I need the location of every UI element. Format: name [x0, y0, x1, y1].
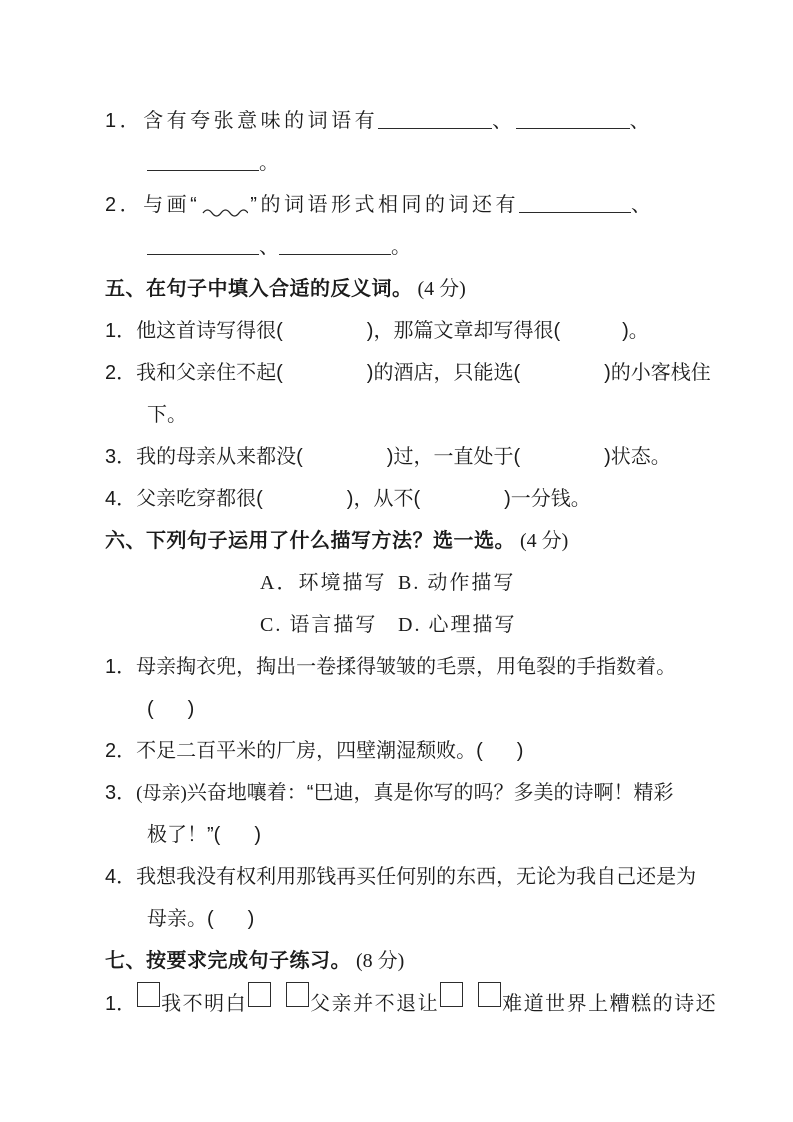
answer-gap[interactable] — [483, 753, 517, 757]
punctuation-box[interactable] — [286, 982, 309, 1007]
answer-paren-open: ( — [476, 740, 483, 762]
section6-q4-line1 — [105, 856, 763, 898]
answer-paren-close: ) — [187, 698, 195, 720]
question-text: 下。 — [147, 404, 187, 426]
fill-gap[interactable] — [263, 501, 347, 505]
item-number: 4． — [105, 488, 137, 510]
option-b[interactable]: B. 动作描写 — [398, 572, 516, 594]
answer-paren-close: ) — [254, 824, 262, 846]
question-text: 极了！” — [147, 824, 214, 846]
list-separator: 、 — [629, 110, 654, 132]
section6-heading — [105, 520, 763, 562]
item-number: 4． — [105, 866, 137, 888]
punctuation-box[interactable] — [478, 982, 501, 1007]
section6-q1-line1 — [105, 646, 763, 688]
section-title: 五、在句子中填入合适的反义词。 — [105, 278, 413, 300]
question-text: 母亲。 — [147, 908, 207, 930]
question-text: )过，一直处于( — [386, 446, 521, 468]
question-text: )。 — [622, 320, 649, 342]
fill-gap[interactable] — [283, 375, 367, 379]
answer-gap[interactable] — [220, 837, 254, 841]
question-text: )，从不( — [346, 488, 421, 510]
section5-heading — [105, 268, 763, 310]
section5-q4 — [105, 478, 763, 520]
question-text: 兴奋地嚷着：“巴迪，真是你写的吗？多美的诗啊！精彩 — [186, 782, 674, 804]
question-text: )的酒店，只能选( — [366, 362, 521, 384]
question-text: 含有夸张意味的词语有 — [143, 110, 379, 132]
question-text: 他这首诗写得很( — [136, 320, 283, 342]
item-number: 2． — [105, 362, 137, 384]
section6-q3-line1 — [105, 772, 763, 814]
question-text: )的小客栈住 — [604, 362, 711, 384]
list-separator: 、 — [259, 236, 279, 258]
question-text: 不足二百平米的厂房，四壁潮湿颓败。 — [136, 740, 477, 762]
option-c[interactable]: C. 语言描写 — [260, 614, 378, 636]
answer-blank[interactable] — [519, 192, 631, 213]
prelude-q1-line1 — [105, 100, 763, 142]
question-text: 父亲吃穿都很( — [136, 488, 263, 510]
section5-q1 — [105, 310, 763, 352]
answer-paren-open: ( — [213, 824, 221, 846]
sentence-period: 。 — [259, 152, 279, 174]
question-text: )状态。 — [604, 446, 671, 468]
punctuation-box[interactable] — [137, 982, 160, 1007]
question-text: ”的词语形式相同的词还有 — [250, 194, 519, 216]
question-text: )一分钱。 — [504, 488, 591, 510]
item-number: 1． — [105, 110, 144, 132]
fill-gap[interactable] — [420, 501, 504, 505]
section5-q2-line1 — [105, 352, 763, 394]
section-score: (4 分) — [520, 530, 569, 552]
prelude-q2-line1 — [105, 184, 763, 226]
section6-q2 — [105, 730, 763, 772]
answer-paren-close: ) — [516, 740, 524, 762]
subject-annotation: (母亲) — [136, 783, 187, 804]
item-number: 1． — [105, 656, 137, 678]
section7-q1 — [105, 982, 763, 1024]
question-text: 我和父亲住不起( — [136, 362, 283, 384]
section6-options-row2 — [260, 604, 763, 646]
item-number: 3． — [105, 446, 137, 468]
section6-q4-line2 — [147, 898, 763, 940]
section-score: (4 分) — [417, 278, 466, 300]
answer-blank[interactable] — [279, 234, 391, 255]
punctuation-box[interactable] — [440, 982, 463, 1007]
item-number: 2． — [105, 740, 137, 762]
section6-options-row1 — [260, 562, 763, 604]
answer-paren-open: ( — [147, 698, 154, 720]
question-text: 我不明白 — [161, 993, 248, 1015]
prelude-q1-line2 — [147, 142, 763, 184]
prelude-q2-line2 — [147, 226, 763, 268]
sentence-period: 。 — [391, 236, 411, 258]
item-number: 2． — [105, 194, 144, 216]
list-separator: 、 — [492, 110, 516, 132]
option-a[interactable]: A．环境描写 — [260, 572, 387, 594]
item-number: 3． — [105, 782, 137, 804]
option-d[interactable]: D. 心理描写 — [398, 614, 517, 636]
answer-gap[interactable] — [214, 921, 248, 925]
section6-q1-line2 — [147, 688, 763, 730]
answer-paren-open: ( — [207, 908, 214, 930]
question-text: )，那篇文章却写得很( — [366, 320, 561, 342]
section6-q3-line2 — [147, 814, 763, 856]
answer-blank[interactable] — [378, 108, 492, 129]
question-text: 与画“ — [143, 194, 201, 216]
section5-q3 — [105, 436, 763, 478]
section-title: 七、按要求完成句子练习。 — [105, 950, 351, 972]
answer-blank[interactable] — [147, 150, 259, 171]
section5-q2-line2 — [147, 394, 763, 436]
fill-gap[interactable] — [560, 333, 622, 337]
item-number: 1． — [105, 320, 137, 342]
question-text: 母亲掏衣兜，掏出一卷揉得皱皱的毛票，用龟裂的手指数着。 — [136, 656, 677, 678]
fill-gap[interactable] — [520, 459, 604, 463]
answer-gap[interactable] — [154, 711, 188, 715]
fill-gap[interactable] — [283, 333, 367, 337]
answer-blank[interactable] — [147, 234, 259, 255]
section-title: 六、下列句子运用了什么描写方法？选一选。 — [105, 530, 515, 552]
question-text: 我的母亲从来都没( — [136, 446, 303, 468]
punctuation-box[interactable] — [248, 982, 271, 1007]
fill-gap[interactable] — [520, 375, 604, 379]
answer-paren-close: ) — [247, 908, 255, 930]
question-text: 我想我没有权利用那钱再买任何别的东西，无论为我自己还是为 — [136, 866, 697, 888]
section-score: (8 分) — [356, 950, 405, 972]
question-text: 难道世界上糟糕的诗还 — [502, 993, 718, 1015]
section7-heading — [105, 940, 763, 982]
item-number: 1． — [105, 993, 137, 1015]
question-text: 父亲并不退让 — [310, 993, 440, 1015]
fill-gap[interactable] — [303, 459, 387, 463]
answer-blank[interactable] — [516, 108, 630, 129]
list-separator: 、 — [630, 194, 655, 216]
